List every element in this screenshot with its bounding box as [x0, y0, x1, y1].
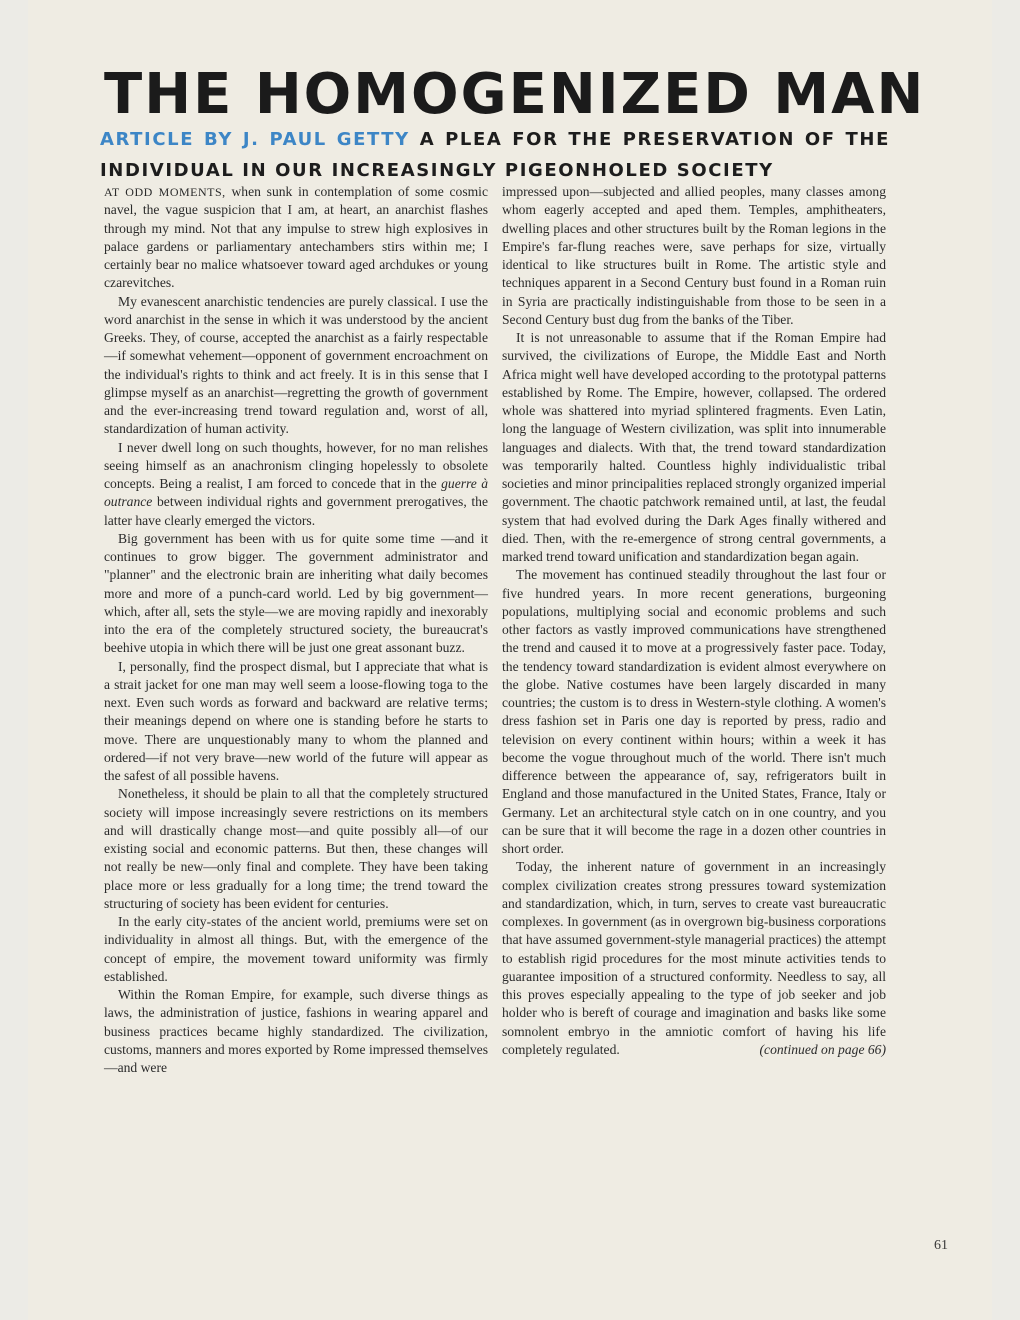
- paragraph: Nonetheless, it should be plain to all that the completely structured society will impose increasingly severe restrictions on its members and will drastically change most—and quite possibly all—of our existing social and economic patterns. But then, these changes will not really be new—only final and complete. They have been taking place more or less gradually for a long time; the trend toward the structuring of society has been evident for centuries.: [104, 786, 488, 911]
- paragraph: [104, 439, 488, 530]
- continued-note: (continued on page 66): [759, 1041, 886, 1057]
- paragraph: [104, 183, 488, 293]
- lead-in: AT ODD MOMENTS,: [104, 185, 226, 199]
- article-title: THE HOMOGENIZED MAN: [104, 62, 926, 127]
- paragraph: It is not unreasonable to assume that if the Roman Empire had survived, the civilizations of Europe, the Middle East and North Africa might well have developed according to the prototypal patterns established by Rome. The Empire, however, collapsed. The ordered whole was shattered into myriad splintered fragments. Even Latin, long the language of Western civilization, was split into innumerable languages and dialects. With that, the trend toward standardization was temporarily halted. Countless highly individualistic tribal societies and minor principalities replaced strongly organized imperial government. The chaotic patchwork remained until, at last, the feudal system that had evolved during the Dark Ages finally withered and died. Then, with the re-emergence of strong central governments, a marked trend toward unification and standardization began again.: [502, 330, 886, 564]
- paragraph-text: when sunk in contemplation of some cosmic navel, the vague suspicion that I am, at heart, an anarchist flashes through my mind. Not that any impulse to strew high explosives in palace gardens or parliamentary antechambers stirs within me; I certainly bear no malice whatsoever toward aged archdukes or young czarevitches.: [104, 184, 488, 291]
- page-number: 61: [934, 1238, 948, 1253]
- article-byline: ARTICLE BY J. PAUL GETTY: [100, 129, 410, 150]
- text-column-right: [502, 183, 886, 1059]
- text-column-left: [104, 183, 488, 1077]
- paragraph: My evanescent anarchistic tendencies are purely classical. I use the word anarchist in the sense in which it was understood by the ancient Greeks. They, of course, accepted the anarchist as a fairly respectable—if somewhat vehement—opponent of government encroachment on the individual's rights to think and act freely. It is in this sense that I glimpse myself as an anarchist—regretting the growth of government and the ever-increasing trend toward regulation and, worst of all, standardization of human activity.: [104, 293, 488, 437]
- paragraph: Within the Roman Empire, for example, such diverse things as laws, the administration of justice, fashions in wearing apparel and business practices became highly standardized. The civilization, customs, manners and mores exported by Rome impressed themselves—and were: [104, 987, 488, 1075]
- paragraph-text: between individual rights and government prerogatives, the latter have clearly emerged the victors.: [104, 494, 488, 528]
- paragraph-text: Today, the inherent nature of government in an increasingly complex civilization creates strong pressures toward systemization and standardization, which, in turn, serves to create vast bureaucratic complexes. In government (as in overgrown big-business corporations that have assumed government-style managerial practices) the attempt to establish rigid procedures for the most minute activities tends to guarantee imposition of a structured conformity. Needless to say, all this proves especially appealing to the type of job seeker and job holder who is bereft of courage and imagination and basks like some somnolent embryo in the amniotic comfort of having his life completely regulated.: [502, 859, 886, 1057]
- paragraph: I, personally, find the prospect dismal, but I appreciate that what is a strait jacket for one man may well seem a loose-flowing toga to the next. Even such words as forward and backward are relative terms; their meanings depend on where one is standing before he starts to move. There are unquestionably many to whom the planned and ordered—if not very brave—new world of the future will appear as the safest of all possible havens.: [104, 658, 488, 783]
- foreign-phrase: guerre à outrance: [104, 476, 489, 510]
- paragraph: The movement has continued steadily throughout the last four or five hundred years. In more recent generations, burgeoning populations, multiplying social and economic problems and such other factors as vastly improved communications have strengthened the trend and caused it to move at a progressively faster pace. Today, the tendency toward standardization is evident almost everywhere on the globe. Native costumes have been largely discarded in many countries; the custom is to dress in Western-style clothing. A women's dress fashion set in Paris one day is reported by press, radio and television on every continent within hours; within a week it has become the vogue throughout much of the world. There isn't much difference between the appearance of, say, refrigerators built in England and those manufactured in the United States, France, Italy or Germany. Let an architectural style catch on in one country, and you can be sure that it will become the rage in a dozen other countries in short order.: [502, 567, 886, 856]
- paragraph: In the early city-states of the ancient world, premiums were set on individuality in almost all things. But, with the emergence of the concept of empire, the movement toward uniformity was firmly established.: [104, 914, 488, 984]
- paragraph: Big government has been with us for quite some time —and it continues to grow bigger. The government administrator and "planner" and the electronic brain are inheriting what daily becomes more and more of a punch-card world. Led by big government—which, after all, sets the style—we are moving rapidly and inexorably into the era of the completely structured society, the bureaucrat's beehive utopia in which there will be just one great assonant buzz.: [104, 530, 488, 656]
- paragraph: impressed upon—subjected and allied peoples, many classes among whom eagerly accepted and aped them. Temples, amphitheaters, dwelling places and other structures built by the Roman legions in the Empire's far-flung reaches were, save perhaps for size, virtually identical to like structures built in Rome. The artistic style and techniques apparent in a Second Century bust found in a Roman ruin in Syria are practically indistinguishable from those to be seen in a Second Century bust dug from the banks of the Tiber.: [502, 184, 886, 327]
- article-deck: A PLEA FOR THE PRESERVATION OF THE INDIVIDUAL IN OUR INCREASINGLY PIGEONHOLED SOCIETY: [100, 129, 890, 181]
- paragraph: [502, 858, 886, 1059]
- paragraph-text: I never dwell long on such thoughts, however, for no man relishes seeing himself as an anachronism clinging hopelessly to obsolete concepts. Being a realist, I am forced to concede that in the: [104, 439, 488, 491]
- article-subtitle: [100, 124, 890, 186]
